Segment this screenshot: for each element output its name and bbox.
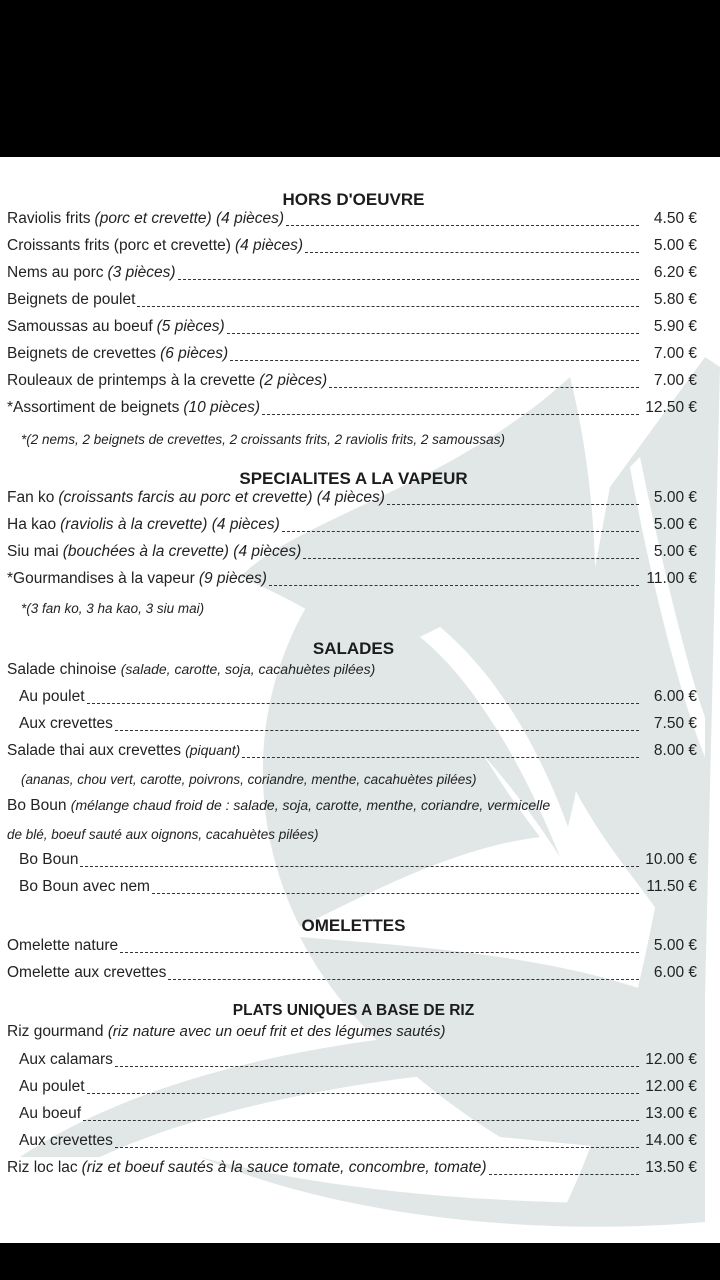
menu-item bbox=[7, 372, 697, 392]
item-name: Croissants frits (porc et crevette) bbox=[7, 237, 231, 254]
item-desc: (10 pièces) bbox=[183, 399, 261, 416]
dotted-leader bbox=[242, 757, 639, 758]
item-name: Bo Boun avec nem bbox=[19, 878, 150, 895]
item-price: 5.00 € bbox=[653, 516, 697, 533]
item-name: Aux calamars bbox=[19, 1051, 113, 1068]
menu-item bbox=[7, 264, 697, 284]
menu-item bbox=[7, 489, 697, 509]
menu-item bbox=[19, 715, 697, 735]
menu-item bbox=[19, 1105, 697, 1125]
menu-item bbox=[19, 1132, 697, 1152]
item-price: 6.20 € bbox=[653, 264, 697, 281]
menu-item bbox=[7, 210, 697, 230]
item-name: Au poulet bbox=[19, 688, 85, 705]
dotted-leader bbox=[329, 387, 639, 388]
item-desc: (piquant) bbox=[185, 742, 241, 758]
item-name: Riz gourmand bbox=[7, 1023, 104, 1040]
dotted-leader bbox=[115, 730, 639, 731]
item-name: Beignets de poulet bbox=[7, 291, 136, 308]
item-price: 5.00 € bbox=[653, 489, 697, 506]
item-name: Aux crevettes bbox=[19, 715, 113, 732]
item-price: 5.00 € bbox=[653, 237, 697, 254]
item-name: Omelette aux crevettes bbox=[7, 964, 167, 981]
dotted-leader bbox=[305, 252, 639, 253]
item-name: *Gourmandises à la vapeur bbox=[7, 570, 195, 587]
item-desc: (2 pièces) bbox=[259, 372, 328, 389]
menu-item bbox=[7, 291, 697, 311]
item-desc: (croissants farcis au porc et crevette) (4 pièces) bbox=[58, 489, 385, 506]
riz-gourmand-heading bbox=[7, 1023, 445, 1041]
item-name: Au poulet bbox=[19, 1078, 85, 1095]
menu-item bbox=[7, 742, 697, 762]
dotted-leader bbox=[282, 531, 639, 532]
section-title-riz: PLATS UNIQUES A BASE DE RIZ bbox=[232, 1002, 475, 1019]
item-name: Riz loc lac bbox=[7, 1159, 78, 1176]
item-desc: (9 pièces) bbox=[198, 570, 267, 587]
item-name: Ha kao bbox=[7, 516, 57, 533]
item-price: 13.00 € bbox=[645, 1105, 697, 1122]
menu-item bbox=[19, 688, 697, 708]
menu-item bbox=[7, 345, 697, 365]
menu-item bbox=[19, 851, 697, 871]
dotted-leader bbox=[178, 279, 639, 280]
menu-item bbox=[7, 543, 697, 563]
item-name: Siu mai bbox=[7, 543, 59, 560]
item-name: Bo Boun bbox=[19, 851, 79, 868]
item-price: 7.00 € bbox=[653, 372, 697, 389]
item-desc: (4 pièces) bbox=[234, 237, 304, 254]
item-name: Raviolis frits bbox=[7, 210, 91, 227]
dotted-leader bbox=[115, 1066, 639, 1067]
item-name: Aux crevettes bbox=[19, 1132, 113, 1149]
salade-chinoise-heading bbox=[7, 661, 375, 679]
dotted-leader bbox=[168, 979, 639, 980]
menu-item bbox=[19, 1078, 697, 1098]
item-price: 12.00 € bbox=[645, 1051, 697, 1068]
dotted-leader bbox=[80, 866, 639, 867]
dotted-leader bbox=[286, 225, 639, 226]
item-desc: (3 pièces) bbox=[107, 264, 176, 281]
menu-item bbox=[7, 399, 697, 419]
menu-page bbox=[0, 157, 720, 1243]
dotted-leader bbox=[152, 893, 639, 894]
dotted-leader bbox=[303, 558, 639, 559]
menu-item bbox=[7, 570, 697, 590]
section-title-vapeur: SPECIALITES A LA VAPEUR bbox=[239, 469, 468, 488]
item-desc: (mélange chaud froid de : salade, soja, carotte, menthe, coriandre, vermicelle bbox=[70, 797, 551, 813]
item-name: Nems au porc bbox=[7, 264, 104, 281]
item-desc: (5 pièces) bbox=[156, 318, 225, 335]
item-price: 10.00 € bbox=[645, 851, 697, 868]
item-price: 4.50 € bbox=[653, 210, 697, 227]
section-title-hors-doeuvre: HORS D'OEUVRE bbox=[282, 190, 425, 209]
menu-item bbox=[7, 516, 697, 536]
menu-item bbox=[7, 1159, 697, 1179]
item-name: Omelette nature bbox=[7, 937, 119, 954]
dotted-leader bbox=[87, 1093, 640, 1094]
item-name: Salade chinoise bbox=[7, 661, 117, 678]
menu-item bbox=[7, 237, 697, 257]
item-desc: (porc et crevette) (4 pièces) bbox=[94, 210, 285, 227]
salade-thai-note: (ananas, chou vert, carotte, poivrons, coriandre, menthe, cacahuètes pilées) bbox=[21, 772, 477, 787]
menu-content bbox=[0, 157, 720, 1243]
menu-item bbox=[7, 964, 697, 984]
dotted-leader bbox=[87, 703, 640, 704]
item-price: 11.50 € bbox=[646, 878, 697, 895]
item-price: 14.00 € bbox=[645, 1132, 697, 1149]
menu-item bbox=[19, 878, 697, 898]
assortiment-note: *(2 nems, 2 beignets de crevettes, 2 croissants frits, 2 raviolis frits, 2 samoussas) bbox=[21, 432, 505, 447]
item-price: 5.00 € bbox=[653, 543, 697, 560]
dotted-leader bbox=[120, 952, 639, 953]
item-price: 6.00 € bbox=[653, 688, 697, 705]
section-title-salades: SALADES bbox=[312, 639, 395, 658]
dotted-leader bbox=[137, 306, 639, 307]
item-desc: (riz nature avec un oeuf frit et des légumes sautés) bbox=[107, 1023, 446, 1040]
section-title-omelettes: OMELETTES bbox=[301, 916, 406, 935]
dotted-leader bbox=[387, 504, 639, 505]
item-name: *Assortiment de beignets bbox=[7, 399, 180, 416]
menu-item bbox=[19, 1051, 697, 1071]
item-price: 7.00 € bbox=[653, 345, 697, 362]
item-price: 8.00 € bbox=[653, 742, 697, 759]
bo-boun-heading bbox=[7, 797, 550, 815]
item-price: 13.50 € bbox=[645, 1159, 697, 1176]
item-price: 5.00 € bbox=[653, 937, 697, 954]
item-desc: (riz et boeuf sautés à la sauce tomate, concombre, tomate) bbox=[81, 1159, 487, 1176]
item-name: Bo Boun bbox=[7, 797, 67, 814]
item-desc: (salade, carotte, soja, cacahuètes pilées) bbox=[120, 661, 376, 677]
item-name: Samoussas au boeuf bbox=[7, 318, 153, 335]
bo-boun-desc-line2: de blé, boeuf sauté aux oignons, cacahuètes pilées) bbox=[7, 827, 319, 842]
item-name: Beignets de crevettes bbox=[7, 345, 157, 362]
item-price: 11.00 € bbox=[646, 570, 697, 587]
gourmandises-note: *(3 fan ko, 3 ha kao, 3 siu mai) bbox=[21, 601, 205, 616]
item-price: 5.80 € bbox=[653, 291, 697, 308]
item-price: 6.00 € bbox=[653, 964, 697, 981]
item-price: 5.90 € bbox=[653, 318, 697, 335]
item-name: Salade thai aux crevettes bbox=[7, 742, 182, 759]
dotted-leader bbox=[230, 360, 639, 361]
item-name: Rouleaux de printemps à la crevette bbox=[7, 372, 256, 389]
item-name: Au boeuf bbox=[19, 1105, 82, 1122]
dotted-leader bbox=[269, 585, 639, 586]
dotted-leader bbox=[489, 1174, 639, 1175]
dotted-leader bbox=[227, 333, 639, 334]
item-price: 12.00 € bbox=[645, 1078, 697, 1095]
item-name: Fan ko bbox=[7, 489, 55, 506]
item-price: 12.50 € bbox=[645, 399, 697, 416]
item-price: 7.50 € bbox=[653, 715, 697, 732]
menu-item bbox=[7, 318, 697, 338]
dotted-leader bbox=[83, 1120, 639, 1121]
dotted-leader bbox=[262, 414, 639, 415]
item-desc: (raviolis à la crevette) (4 pièces) bbox=[60, 516, 280, 533]
dotted-leader bbox=[115, 1147, 639, 1148]
item-desc: (bouchées à la crevette) (4 pièces) bbox=[62, 543, 302, 560]
menu-item bbox=[7, 937, 697, 957]
item-desc: (6 pièces) bbox=[160, 345, 229, 362]
